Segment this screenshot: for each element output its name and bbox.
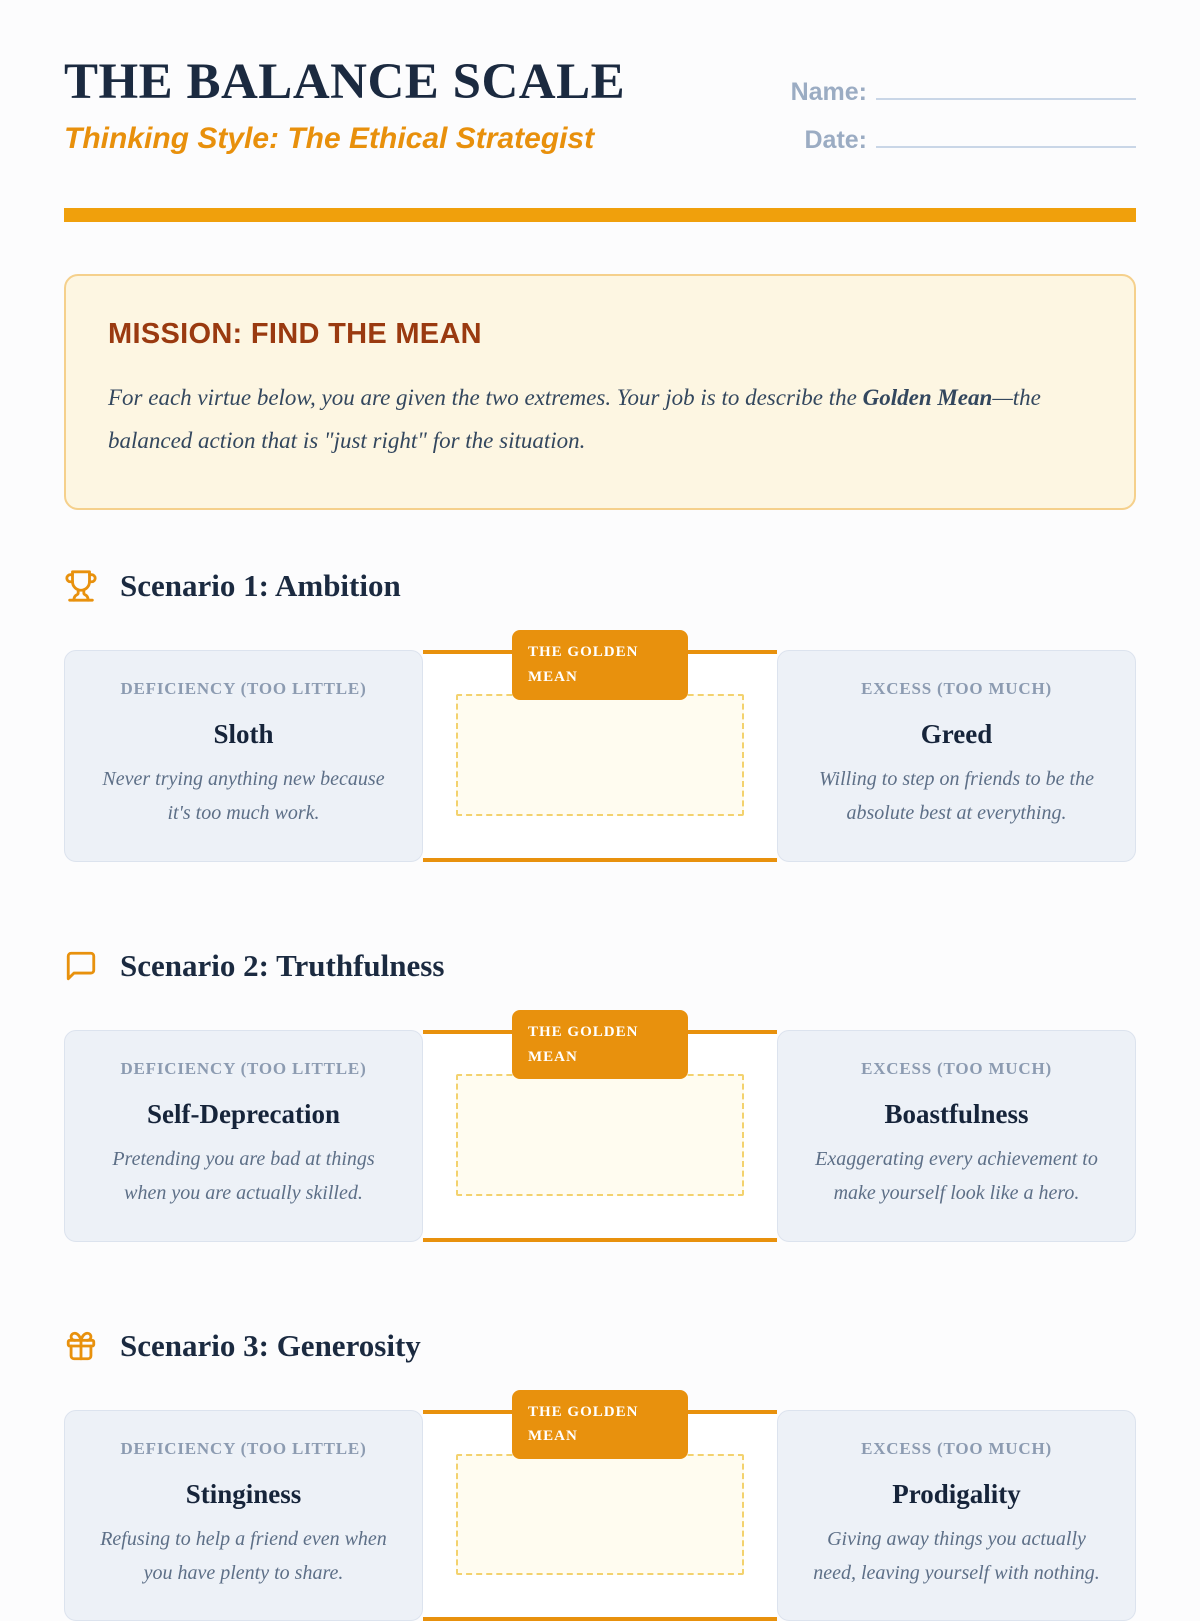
name-label: Name:	[790, 78, 867, 106]
date-label: Date:	[804, 126, 867, 154]
excess-description: Exaggerating every achievement to make yourself look like a hero.	[815, 1147, 1098, 1205]
mission-body	[108, 377, 1092, 462]
scenario-1-section	[64, 568, 1136, 862]
excess-term: Boastfulness	[884, 1098, 1029, 1129]
excess-label: EXCESS (TOO MUCH)	[861, 1058, 1052, 1078]
name-input-line[interactable]	[876, 78, 1136, 100]
page-subtitle: Thinking Style: The Ethical Strategist	[64, 121, 595, 155]
deficiency-term: Stinginess	[185, 1478, 302, 1509]
golden-mean-label: THE GOLDEN MEAN	[512, 1010, 688, 1080]
deficiency-description: Pretending you are bad at things when you are actually skilled.	[112, 1147, 375, 1205]
header	[64, 56, 1136, 174]
scenario-2-excess-card	[777, 1030, 1136, 1242]
scenario-1-deficiency-card	[64, 650, 423, 862]
mission-body-suffix: —the balanced action that is "just right" for the situation.	[108, 385, 1041, 453]
deficiency-term: Sloth	[213, 719, 274, 750]
excess-label: EXCESS (TOO MUCH)	[861, 1438, 1052, 1458]
scenario-2-row	[64, 1023, 1136, 1242]
scenario-1-heading-text: Scenario 1: Ambition	[120, 568, 401, 604]
scenario-1-row	[64, 644, 1136, 862]
scenario-2-heading-text: Scenario 2: Truthfulness	[120, 947, 445, 983]
scenario-2-golden-mean-column	[423, 1023, 777, 1242]
deficiency-description: Never trying anything new because it's too much work.	[102, 768, 385, 825]
scenario-3-row	[64, 1403, 1136, 1621]
scenario-1-excess-card	[777, 650, 1136, 862]
accent-divider	[64, 208, 1136, 222]
mission-body-prefix: For each virtue below, you are given the two extremes. Your job is to describe the	[108, 385, 863, 410]
scenario-2-heading	[64, 948, 1136, 984]
scenario-3-golden-mean-column	[423, 1403, 777, 1621]
scenario-2-golden-mean-writing-area[interactable]	[456, 1074, 744, 1196]
page-title: THE BALANCE SCALE	[64, 54, 626, 110]
mission-body-bold: Golden Mean	[862, 385, 993, 410]
speech-bubble-icon	[64, 949, 98, 983]
date-field-row	[791, 126, 1136, 155]
gift-icon	[64, 1329, 98, 1363]
deficiency-label: DEFICIENCY (TOO LITTLE)	[120, 679, 367, 699]
scenario-3-excess-card	[777, 1410, 1136, 1621]
excess-term: Greed	[920, 719, 993, 750]
scenario-1-golden-mean-column	[423, 644, 777, 862]
name-date-block	[791, 56, 1136, 174]
deficiency-term: Self-Deprecation	[147, 1098, 340, 1129]
excess-label: EXCESS (TOO MUCH)	[861, 679, 1052, 699]
name-field-row	[791, 78, 1136, 107]
golden-mean-label: THE GOLDEN MEAN	[512, 630, 688, 700]
mission-box	[64, 274, 1136, 510]
excess-term: Prodigality	[892, 1478, 1021, 1509]
scenario-1-golden-mean-writing-area[interactable]	[456, 694, 744, 816]
golden-mean-label: THE GOLDEN MEAN	[512, 1390, 688, 1460]
scenario-3-heading	[64, 1328, 1136, 1364]
scenario-3-golden-mean-writing-area[interactable]	[456, 1454, 744, 1576]
scenario-3-deficiency-card	[64, 1410, 423, 1621]
deficiency-description: Refusing to help a friend even when you have plenty to share.	[100, 1527, 387, 1585]
title-block	[64, 56, 625, 156]
mission-heading: MISSION: FIND THE MEAN	[108, 318, 482, 350]
trophy-icon	[64, 569, 98, 603]
scenario-1-heading	[64, 568, 1136, 604]
deficiency-label: DEFICIENCY (TOO LITTLE)	[120, 1058, 367, 1078]
date-input-line[interactable]	[876, 126, 1136, 148]
deficiency-label: DEFICIENCY (TOO LITTLE)	[120, 1438, 367, 1458]
scenario-2-deficiency-card	[64, 1030, 423, 1242]
scenario-3-section	[64, 1328, 1136, 1621]
excess-description: Willing to step on friends to be the absolute best at everything.	[819, 768, 1094, 825]
scenario-3-heading-text: Scenario 3: Generosity	[120, 1327, 421, 1363]
excess-description: Giving away things you actually need, leaving yourself with nothing.	[813, 1527, 1100, 1585]
scenario-2-section	[64, 948, 1136, 1242]
